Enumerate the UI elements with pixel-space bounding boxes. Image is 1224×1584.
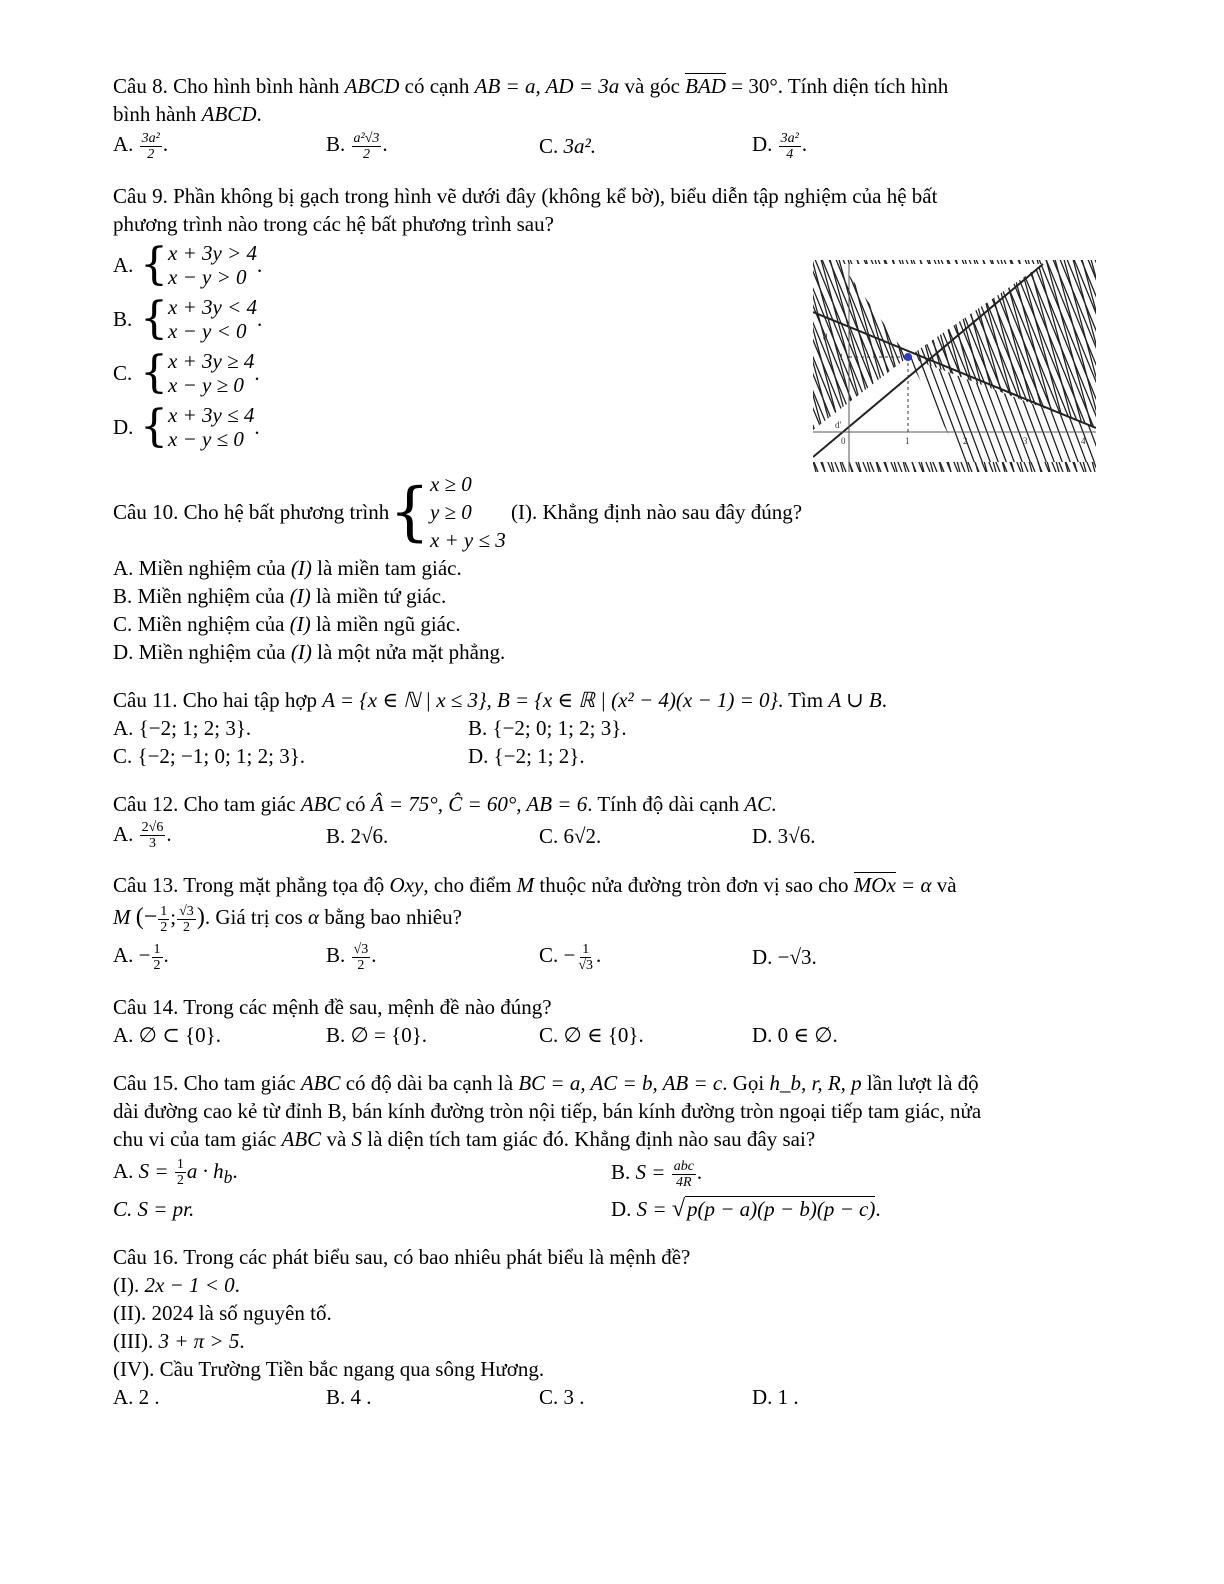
stem-math: ABCD (201, 102, 257, 126)
option-text: là miền tứ giác. (310, 583, 447, 608)
stem-math: Â = 75°, Ĉ = 60°, AB = 6 (370, 791, 588, 816)
question-9-stem (113, 182, 1113, 238)
hatched-regions (813, 252, 1096, 472)
stem-math: ABCD (344, 74, 400, 98)
fraction (158, 904, 169, 935)
option-label: B. (326, 943, 346, 968)
option-label: A. (113, 132, 134, 156)
option-tail: . (162, 132, 169, 156)
option-math: (I) (289, 583, 311, 608)
stem-text: . Gọi (722, 1070, 770, 1095)
stem-text: . Giá trị cos (204, 905, 309, 930)
stem-text: Câu 9. Phần không bị gạch trong hình vẽ dưới đây (không kể bờ), biểu diễn tập nghiệm của hệ bất (113, 183, 938, 208)
statement-label: (III). (113, 1328, 159, 1353)
option-text: là một nửa mặt phẳng. (311, 639, 506, 664)
hatched-region-graph (813, 252, 1096, 472)
option-text: D. Miền nghiệm của (113, 639, 291, 664)
paren-open: (− (135, 904, 158, 931)
denominator: 2 (160, 920, 168, 936)
question-14-stem: Câu 14. Trong các mệnh đề sau, mệnh đề nào đúng? (113, 994, 552, 1019)
tick-x-4: 4 (1081, 435, 1086, 446)
option-text: là miền ngũ giác. (310, 611, 461, 636)
fraction (140, 820, 166, 851)
inequality: x + y ≤ 3 (429, 527, 506, 552)
stem-math: S (351, 1126, 363, 1151)
stem-math: BC = a, AC = b, AB = c (518, 1070, 723, 1095)
option-c[interactable] (113, 610, 1113, 638)
stem-text: bằng bao nhiêu? (319, 905, 462, 930)
fraction (779, 131, 801, 162)
inequality: x − y ≥ 0 (168, 372, 244, 397)
inequality: y ≥ 0 (429, 499, 472, 524)
question-16-options (113, 1383, 1113, 1411)
statement-math: 3 + π > 5 (158, 1328, 240, 1353)
stem-text: Câu 8. Cho hình bình hành (113, 74, 345, 98)
denominator: 2 (153, 957, 161, 973)
question-13 (113, 871, 1113, 972)
option-d[interactable]: D. −√3. (752, 944, 817, 969)
question-15-stem (113, 1069, 1113, 1153)
statement-3 (113, 1327, 1113, 1355)
stem-text: Câu 13. Trong mặt phẳng tọa độ (113, 873, 390, 898)
stem-text: và (931, 873, 957, 898)
stem-math: AB = a, AD = 3a (474, 74, 620, 98)
brace-icon: { (140, 400, 168, 452)
inequality: x + 3y ≤ 4 (168, 402, 255, 427)
formula-rhs: a · h (186, 1158, 224, 1183)
option-a[interactable] (113, 130, 326, 162)
subscript: b (223, 1166, 233, 1187)
option-label: D. (752, 132, 773, 156)
option-d[interactable] (113, 638, 1113, 666)
fraction (177, 904, 196, 935)
statement-tail: . (234, 1272, 240, 1297)
separator: ; (170, 905, 177, 930)
question-13-stem (113, 871, 1113, 899)
option-c[interactable] (539, 132, 752, 160)
tick-y-1: 1 (839, 351, 844, 362)
question-15 (113, 1069, 1113, 1223)
question-13-stem-2 (113, 903, 1113, 935)
stem-text: Câu 12. Cho tam giác (113, 791, 301, 816)
sqrt-icon: √ (671, 1195, 686, 1222)
angle-mox: MOx (853, 873, 896, 898)
option-a[interactable] (113, 941, 326, 973)
stem-text: có độ dài ba cạnh là (340, 1070, 519, 1095)
stem-math: M (516, 873, 535, 898)
denominator: 4R (676, 1174, 692, 1190)
minus-sign: − (563, 943, 576, 968)
statement-4: (IV). Cầu Trường Tiền bắc ngang qua sông Hương. (113, 1356, 545, 1381)
option-text: A. Miền nghiệm của (113, 555, 291, 580)
statement-math: 2x − 1 < 0 (144, 1272, 235, 1297)
inequality: x − y > 0 (168, 264, 247, 289)
question-12-stem (113, 790, 1113, 818)
option-tail: . (875, 1196, 881, 1221)
stem-text: . (881, 687, 887, 712)
question-11-stem (113, 686, 1113, 714)
fraction (672, 1159, 696, 1190)
numerator: √3 (353, 941, 369, 957)
inequality: x − y ≤ 0 (168, 426, 244, 451)
option-tail: . (256, 252, 263, 277)
option-label: B. (611, 1160, 631, 1184)
question-14-options (113, 1021, 1113, 1049)
question-12-options (113, 820, 1113, 852)
stem-math: = α (895, 873, 932, 898)
option-c[interactable]: C. ∅ ∈ {0}. (539, 1022, 644, 1047)
statement-1 (113, 1271, 1113, 1299)
stem-text: = 30°. Tính diện tích hình (725, 74, 949, 98)
stem-text: và góc (619, 74, 686, 98)
option-b[interactable] (326, 130, 539, 162)
stem-math: A ∪ B (828, 687, 882, 712)
stem-text: . (771, 791, 777, 816)
stem-text: Câu 15. Cho tam giác (113, 1070, 301, 1095)
option-tail: . (163, 943, 169, 968)
minus-sign: − (138, 943, 151, 968)
denominator: 2 (147, 146, 155, 162)
question-10-options (113, 554, 1113, 666)
denominator: 2 (182, 920, 190, 936)
option-d[interactable]: D. 0 ∈ ∅. (752, 1022, 838, 1047)
stem-text: Câu 10. Cho hệ bất phương trình (113, 499, 390, 524)
question-12 (113, 790, 1113, 852)
option-b[interactable]: B. 4 . (326, 1384, 372, 1409)
option-d[interactable] (752, 130, 965, 162)
fraction (140, 131, 162, 162)
question-16-stem: Câu 16. Trong các phát biểu sau, có bao nhiêu phát biểu là mệnh đề? (113, 1244, 691, 1269)
numerator: √3 (179, 904, 194, 920)
option-b[interactable] (326, 941, 539, 973)
question-8-options (113, 130, 1113, 162)
statement-tail: . (239, 1328, 245, 1353)
option-label: D. (113, 414, 134, 439)
label-d: d (823, 331, 828, 342)
denominator: 2 (357, 957, 365, 973)
question-9 (113, 182, 1113, 454)
tick-x-3: 3 (1023, 435, 1028, 446)
tick-origin: 0 (841, 435, 846, 446)
option-a[interactable] (113, 820, 326, 852)
question-14 (113, 993, 1113, 1049)
option-label: A. (113, 821, 134, 846)
question-15-options-row-2 (113, 1195, 1113, 1223)
question-10 (113, 470, 1113, 666)
formula-lhs: S = (138, 1158, 169, 1183)
question-16 (113, 1243, 1113, 1411)
statement-label: (I). (113, 1272, 145, 1297)
intersection-point (904, 353, 912, 361)
tick-x-1: 1 (905, 435, 910, 446)
option-a[interactable]: A. 2 . (113, 1384, 160, 1409)
option-a[interactable] (113, 1157, 611, 1191)
option-tail: . (166, 821, 172, 846)
question-11-options-row-1 (113, 714, 1113, 742)
option-tail: . (254, 360, 260, 385)
stem-text: . Tìm (777, 687, 829, 712)
numerator: abc (673, 1158, 694, 1174)
option-math: (I) (290, 555, 312, 580)
numerator: 3a² (780, 130, 799, 146)
stem-text: phương trình nào trong các hệ bất phương trình sau? (113, 211, 554, 236)
option-b[interactable]: B. {−2; 0; 1; 2; 3}. (468, 715, 627, 740)
option-c[interactable] (539, 941, 752, 973)
stem-text: , cho điểm (423, 873, 517, 898)
system (140, 400, 255, 452)
denominator: 2 (362, 146, 370, 162)
option-d[interactable]: D. 1 . (752, 1384, 799, 1409)
question-11-options-row-2 (113, 742, 1113, 770)
fraction (152, 942, 163, 973)
angle-bad: BAD (685, 74, 726, 98)
option-tail: . (256, 306, 263, 331)
fraction (175, 1157, 186, 1188)
stem-text: . Tính độ dài cạnh (587, 791, 745, 816)
question-8-stem (113, 72, 1113, 128)
numerator: 1 (176, 1157, 184, 1173)
option-b[interactable]: B. 2√6. (326, 823, 389, 848)
stem-text: và (321, 1126, 352, 1151)
stem-text: . (256, 102, 262, 126)
inequality: x + 3y ≥ 4 (168, 348, 255, 373)
stem-text: thuộc nửa đường tròn đơn vị sao cho (534, 873, 854, 898)
option-label: D. (611, 1196, 632, 1221)
exam-page (113, 72, 1113, 1411)
system (140, 292, 257, 344)
stem-math: ABC (300, 791, 341, 816)
stem-text: (I). Khẳng định nào sau đây đúng? (505, 499, 803, 524)
option-a[interactable]: A. ∅ ⊂ {0}. (113, 1022, 221, 1047)
stem-math: h_b, r, R, p (769, 1070, 862, 1095)
brace-icon: { (140, 292, 168, 344)
paren-close: ) (196, 904, 205, 931)
option-tail: . (232, 1158, 238, 1183)
option-tail: . (801, 132, 808, 156)
option-label: C. (539, 133, 559, 158)
option-c[interactable]: C. S = pr. (113, 1196, 195, 1221)
option-c[interactable]: C. {−2; −1; 0; 1; 2; 3}. (113, 743, 306, 768)
option-label: C. (539, 943, 559, 968)
option-a[interactable]: A. {−2; 1; 2; 3}. (113, 715, 252, 740)
option-d[interactable]: D. 3√6. (752, 823, 816, 848)
numerator: a²√3 (353, 130, 380, 146)
stem-math: ABC (300, 1070, 341, 1095)
option-tail: . (254, 414, 260, 439)
option-label: B. (326, 132, 346, 156)
inequality: x + 3y < 4 (168, 294, 257, 319)
denominator: 2 (176, 1173, 184, 1189)
inequality: x ≥ 0 (429, 471, 472, 496)
numerator: 3a² (141, 130, 160, 146)
point-m: M (113, 905, 131, 930)
inequality: x − y < 0 (168, 318, 247, 343)
stem-math: ABC (281, 1126, 322, 1151)
option-text: B. Miền nghiệm của (113, 583, 290, 608)
question-13-options (113, 941, 1113, 973)
option-a[interactable] (113, 554, 1113, 582)
system (389, 470, 506, 554)
brace-icon: { (140, 346, 168, 398)
stem-text: lần lượt là độ (861, 1070, 979, 1095)
brace-icon: { (140, 238, 168, 290)
system (140, 346, 255, 398)
option-c[interactable]: C. 6√2. (539, 823, 602, 848)
denominator: 4 (786, 146, 794, 162)
option-d[interactable] (611, 1195, 1109, 1223)
question-15-options-row-1 (113, 1157, 1113, 1191)
option-label: A. (113, 943, 134, 968)
option-tail: . (696, 1160, 703, 1184)
stem-math: α (308, 905, 320, 930)
stem-text: bình hành (113, 102, 202, 126)
fraction (576, 942, 595, 973)
question-11 (113, 686, 1113, 770)
stem-text: chu vi của tam giác (113, 1126, 282, 1151)
tick-x-2: 2 (963, 435, 968, 446)
numerator: 2√6 (141, 820, 164, 836)
option-math: (I) (290, 639, 312, 664)
numerator: 1 (153, 941, 161, 957)
stem-text: có (340, 791, 371, 816)
formula-lhs: S = (636, 1196, 672, 1221)
stem-text: có cạnh (399, 74, 475, 98)
stem-math: AC (744, 791, 772, 816)
fraction (352, 131, 382, 162)
option-tail: . (382, 132, 388, 156)
numerator: 1 (160, 904, 168, 920)
formula-lhs: S = (635, 1160, 666, 1184)
denominator: 3 (149, 836, 157, 852)
question-8 (113, 72, 1113, 162)
stem-text: dài đường cao kẻ từ đỉnh B, bán kính đường tròn nội tiếp, bán kính đường tròn ngoại tiếp tam giác, nửa (113, 1098, 982, 1123)
fraction (352, 942, 371, 973)
option-tail: . (371, 943, 377, 968)
option-tail: . (596, 943, 602, 968)
inequality: x + 3y > 4 (168, 240, 257, 265)
numerator: 1 (582, 941, 590, 957)
option-text: là miền tam giác. (311, 555, 462, 580)
system (140, 238, 257, 290)
stem-math: Oxy (389, 873, 424, 898)
stem-text: Câu 11. Cho hai tập hợp (113, 687, 323, 712)
question-10-stem (113, 470, 1113, 554)
brace-icon: { (389, 474, 430, 549)
statement-2: (II). 2024 là số nguyên tố. (113, 1300, 332, 1325)
option-b[interactable]: B. ∅ = {0}. (326, 1022, 428, 1047)
option-d[interactable]: D. {−2; 1; 2}. (468, 743, 585, 768)
stem-text: là diện tích tam giác đó. Khẳng định nào sau đây sai? (362, 1126, 816, 1151)
option-b[interactable] (611, 1158, 1109, 1190)
option-math: (I) (289, 611, 311, 636)
option-label: C. (113, 360, 133, 385)
option-label: A. (113, 252, 134, 277)
option-b[interactable] (113, 582, 1113, 610)
radicand: p(p − a)(p − b)(p − c) (687, 1196, 876, 1221)
denominator: √3 (578, 957, 594, 973)
option-value: 3a². (563, 133, 597, 158)
option-text: C. Miền nghiệm của (113, 611, 290, 636)
option-c[interactable]: C. 3 . (539, 1384, 585, 1409)
label-d-prime: d' (835, 419, 842, 430)
option-label: A. (113, 1158, 134, 1183)
stem-math: A = {x ∈ ℕ | x ≤ 3}, B = {x ∈ ℝ | (x² − 4)(x − 1) = 0} (322, 687, 778, 712)
option-label: B. (113, 306, 133, 331)
